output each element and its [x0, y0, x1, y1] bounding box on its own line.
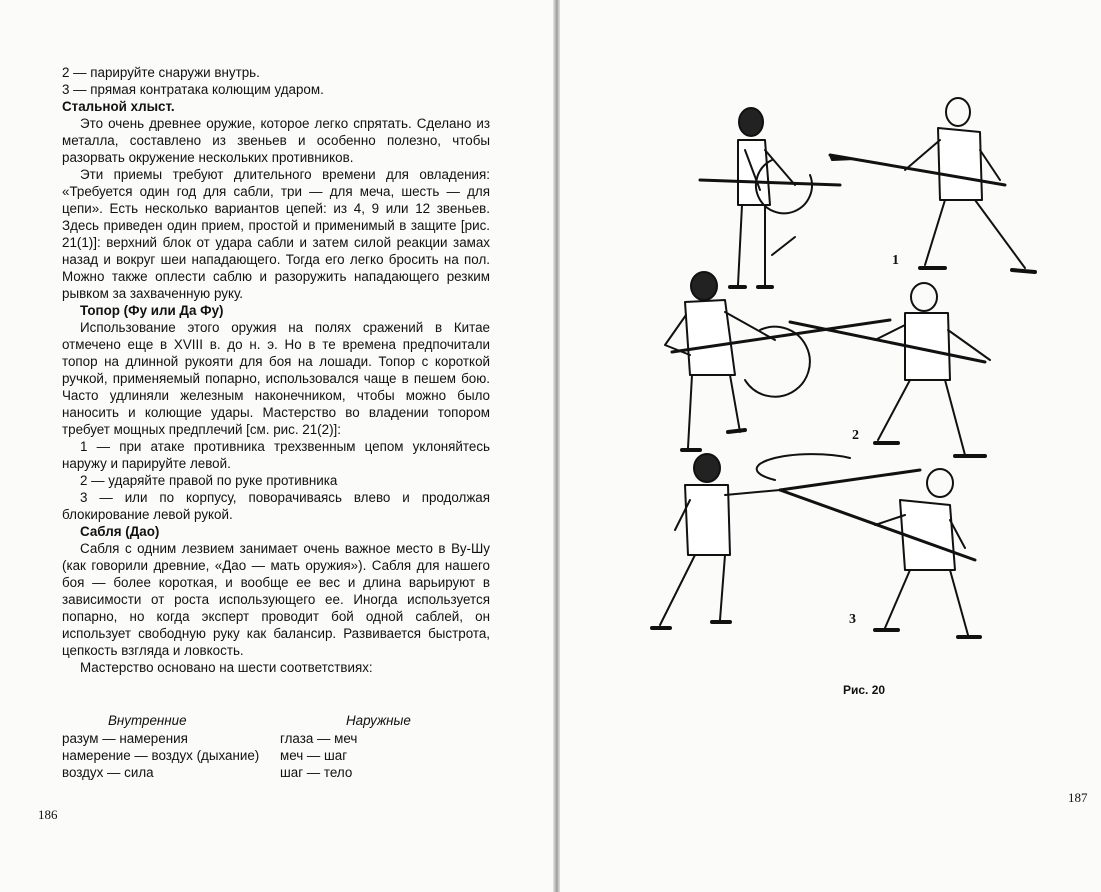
paragraph: Сабля с одним лезвием занимает очень важное место в Ву-Шу (как говорили древние, «Дао — мать оружия»). Сабля для нашего боя — более короткая, и вообще ее вес и длина варьируют в зависимости от роста использующего ее. Иногда используется попарно, но когда эксперт проводит бой одной саблей, он использует свободную руку как балансир. Развивается быстрота, цепкость взгляда и ловкость.: [62, 541, 490, 658]
section-heading-steel-whip: Стальной хлыст.: [62, 99, 175, 114]
inner-cell: намерение — воздух (дыхание): [62, 748, 260, 763]
section-heading-saber: Сабля (Дао): [80, 524, 160, 539]
page-number-right: 187: [1068, 790, 1088, 805]
paragraph: 2 — парируйте снаружи внутрь.: [62, 65, 260, 80]
inner-header: Внутренние: [108, 713, 187, 728]
paragraph: 3 — или по корпусу, поворачиваясь влево и продолжая блокирование левой рукой.: [62, 490, 490, 522]
page-number-left: 186: [38, 807, 58, 822]
figure-label-3: 3: [849, 612, 856, 627]
inner-cell: воздух — сила: [62, 765, 154, 780]
paragraph: Мастерство основано на шести соответствиях:: [80, 660, 373, 675]
outer-cell: меч — шаг: [280, 748, 348, 763]
inner-cell: разум — намерения: [62, 731, 188, 746]
figure-2-attacker: [790, 283, 990, 456]
figure-label-2: 2: [852, 428, 859, 443]
figure-2-defender: [665, 272, 890, 450]
paragraph: 3 — прямая контратака колющим ударом.: [62, 82, 324, 97]
outer-cell: глаза — меч: [280, 731, 358, 746]
figure-caption: Рис. 20: [843, 683, 886, 697]
paragraph: 1 — при атаке противника трехзвенным цепом уклоняйтесь наружу и парируйте левой.: [62, 439, 490, 471]
figure-label-1: 1: [892, 253, 899, 268]
paragraph: Эти приемы требуют длительного времени для овладения: «Требуется один год для сабли, три — для меча, шесть — для цепи». Есть несколько вариантов цепей: из 4, 9 или 12 звеньев. Здесь приведен один прием, простой и применимый в защите [рис. 21(1)]: верхний блок от удара сабли и затем силой реакции замах назад и вокруг шеи нападающего. Тогда его легко бросить на пол. Можно также оплести саблю и разоружить нападающего резким рывком за захваченную руку.: [62, 167, 490, 301]
figure-3-defender: [652, 454, 920, 628]
outer-cell: шаг — тело: [280, 765, 353, 780]
outer-header: Наружные: [346, 713, 411, 728]
paragraph: Использование этого оружия на полях сражений в Китае отмечено еще в XVIII в. до н. э. Но в те времена предпочитали топор на длинной рукояти для боя на лошади. Топор с короткой ручкой, применяемый попарно, использовался чаще в пешем бою. Часто удлиняли железным наконечником, чтобы можно было наносить и колющие удары. Мастерство во владении топором требует мощных предплечий [см. рис. 21(2)]:: [62, 320, 490, 437]
figure-1-attacker: [830, 98, 1035, 272]
figure-1-defender: [700, 108, 840, 287]
paragraph: Это очень древнее оружие, которое легко спрятать. Сделано из металла, составлено из звеньев и особенно полезно, чтобы разорвать окружение нескольких противников.: [62, 116, 490, 165]
paragraph: 2 — ударяйте правой по руке противника: [80, 473, 338, 488]
section-heading-axe: Топор (Фу или Да Фу): [80, 303, 224, 318]
figure-3-attacker: [780, 469, 980, 637]
